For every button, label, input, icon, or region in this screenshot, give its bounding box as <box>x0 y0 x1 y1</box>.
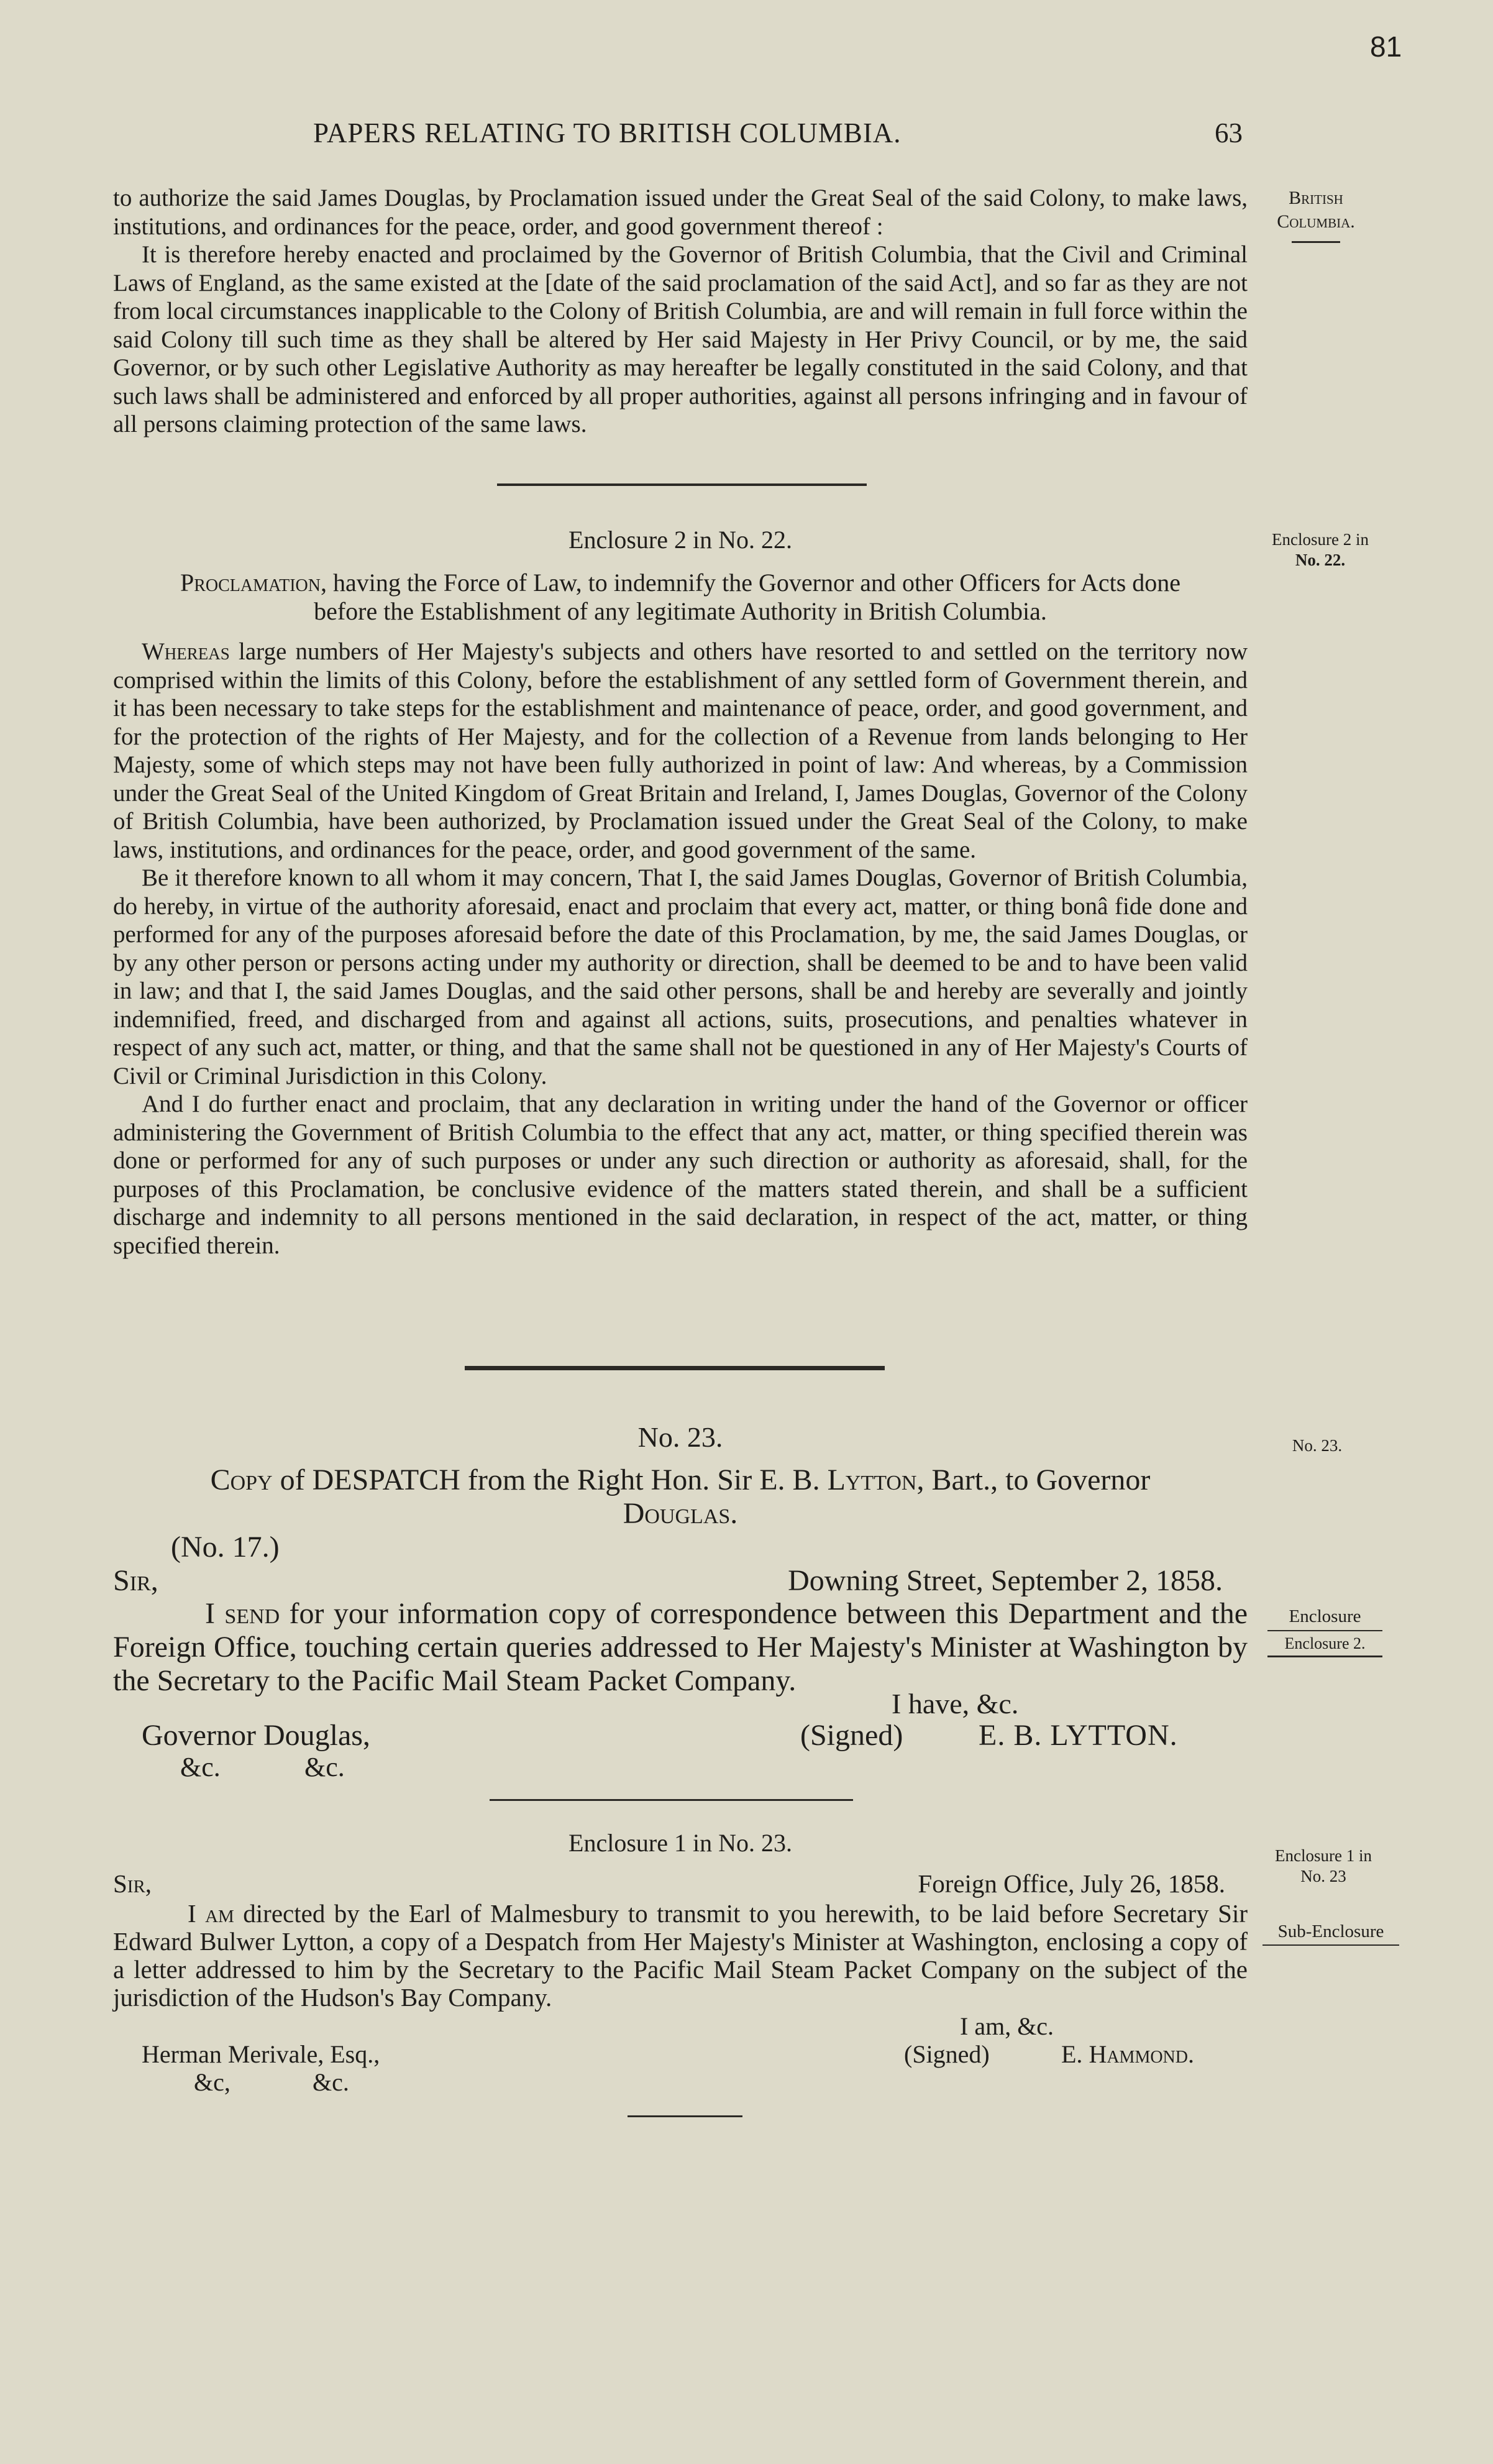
enclosure2-heading: Enclosure 2 in No. 22. <box>568 526 792 554</box>
section-divider-thick <box>465 1366 885 1370</box>
margin-note-enclosure1-no23 <box>1261 1846 1386 1887</box>
lytton-name: Lytton <box>827 1463 917 1496</box>
margin-note-line: No. 22. <box>1295 551 1346 569</box>
margin-note-line: No. 23 <box>1300 1867 1346 1885</box>
enclosure1-signer-name: Hammond. <box>1089 2040 1194 2068</box>
proclamation-title-line-2: before the Establishment of any legitimate Authority in British Columbia. <box>314 597 1047 625</box>
copy-word: Copy <box>210 1463 273 1496</box>
enclosure1-body <box>113 1900 1248 2012</box>
enclosure1-place-date: Foreign Office, July 26, 1858. <box>918 1869 1225 1898</box>
enclosure1-signer <box>1061 2040 1194 2069</box>
margin-note-line: Enclosure 2 in <box>1272 530 1369 549</box>
enclosure1-closing: I am, &c. <box>960 2012 1054 2040</box>
section-divider <box>490 1799 853 1801</box>
enclosure1-signed: (Signed) <box>904 2040 990 2068</box>
page-number: 81 <box>1370 30 1402 63</box>
margin-underline <box>1267 1630 1382 1631</box>
enclosure2-paragraph-3: And I do further enact and proclaim, that any declaration in writing under the hand of the Governor or officer administering the Government of British Columbia to the effect that any act, matter, or thing specified therein was done or performed for any of such purposes or under any such direction or authority as aforesaid, shall, for the purposes of this Proclamation, be conclusive evidence of the matters stated therein, and shall be a sufficient discharge and indemnity to all persons mentioned in the said declaration, in respect of the act, matter, or thing specified therein. <box>113 1091 1248 1259</box>
margin-note-british-columbia <box>1266 186 1366 243</box>
section1-paragraph-1: to authorize the said James Douglas, by Proclamation issued under the Great Seal of the said Colony, to make laws, institutions, and ordinances for the peace, order, and good government thereof : <box>113 185 1248 240</box>
despatch-body-text: for your information copy of correspondence between this Department and the Foreign Office, touching certain queries addressed to Her Majesty's Minister at Washington by the Secretary to the Pacific Mail Steam Packet Company. <box>113 1597 1248 1697</box>
despatch-title-end: , Bart., to Governor <box>916 1463 1151 1496</box>
enclosure2-body <box>113 638 1248 1260</box>
margin-underline <box>1262 1944 1399 1946</box>
despatch-title-rest: of DESPATCH from the Right Hon. Sir E. B. <box>272 1463 828 1496</box>
despatch-signed: (Signed) <box>800 1719 903 1752</box>
proclamation-title-line-1 <box>113 569 1248 597</box>
despatch-place-date: Downing Street, September 2, 1858. <box>788 1564 1223 1597</box>
margin-note-enclosure <box>1267 1606 1382 1657</box>
enclosure1-i: I <box>188 1899 206 1928</box>
margin-note-line: British <box>1289 188 1343 208</box>
enclosure1-am-word: am <box>205 1899 234 1928</box>
margin-note-sub-enclosure <box>1262 1921 1399 1946</box>
despatch-i: I <box>205 1597 225 1630</box>
despatch-signer: E. B. LYTTON. <box>979 1719 1178 1752</box>
running-header-page: 63 <box>1215 117 1243 149</box>
whereas-word: Whereas <box>142 638 230 665</box>
despatch-addressee: Governor Douglas, <box>142 1719 370 1752</box>
margin-dash <box>1292 241 1340 243</box>
margin-note-line: Enclosure <box>1289 1606 1361 1626</box>
enclosure2-paragraph-1 <box>113 638 1248 864</box>
enclosure2-paragraph-1-text: large numbers of Her Majesty's subjects and others have resorted to and settled on the territory now comprised within the limits of this Colony, before the establishment of any settled form of Government therein, and it has been necessary to take steps for the establishment and maintenance of peace, order, and good government, and for the protection of the rights of Her Majesty, and for the collection of a Revenue from lands belonging to Her Majesty, some of which steps may not have been fully authorized in point of law: And whereas, by a Commission under the Great Seal of the United Kingdom of Great Britain and Ireland, I, James Douglas, Governor of the Colony of British Columbia, have been authorized, by Proclamation issued under the Great Seal of the Colony, to make laws, institutions, and ordinances for the peace, order, and good government of the same. <box>113 638 1248 863</box>
despatch-body <box>113 1597 1248 1698</box>
despatch-title <box>113 1463 1248 1531</box>
section-divider <box>497 483 867 486</box>
enclosure1-signer-initial: E. <box>1061 2040 1089 2068</box>
section-divider-short <box>628 2115 742 2117</box>
margin-note-line: Columbia. <box>1277 211 1355 232</box>
no23-heading: No. 23. <box>637 1421 723 1453</box>
margin-underline <box>1267 1656 1382 1657</box>
enclosure1-heading: Enclosure 1 in No. 23. <box>568 1829 792 1857</box>
enclosure1-etc-1: &c, <box>194 2068 231 2096</box>
despatch-salutation: Sir, <box>113 1564 158 1597</box>
despatch-title-line-1 <box>113 1463 1248 1497</box>
margin-note-line: Enclosure 2. <box>1284 1634 1366 1652</box>
enclosure1-salutation: Sir, <box>113 1869 152 1898</box>
enclosure1-salutation-row <box>113 1869 1225 1898</box>
section1-paragraph-2: It is therefore hereby enacted and proclaimed by the Governor of British Columbia, that the Civil and Criminal Laws of England, as the same existed at the [date of the said proclamation of the said Act], and so far as they are not from local circumstances inapplicable to the Colony of British Columbia, are and will remain in full force within the said Colony till such time as they shall be altered by Her said Majesty in Her Privy Council, or by me, the said Governor, or by such other Legislative Authority as may hereafter be legally constituted in the said Colony, and that such laws shall be administered and enforced by all proper authorities, against all persons infringing and in favour of all persons claiming protection of the same laws. <box>113 241 1248 437</box>
despatch-etc-1: &c. <box>180 1752 221 1782</box>
despatch-closing: I have, &c. <box>892 1688 1019 1720</box>
margin-note-no23: No. 23. <box>1292 1436 1343 1455</box>
enclosure2-paragraph-2: Be it therefore known to all whom it may concern, That I, the said James Douglas, Governor of British Columbia, do hereby, in virtue of the authority aforesaid, enact and proclaim that every act, matter, or thing bonâ fide done and performed for any of the purposes aforesaid before the date of this Proclamation, by me, the said James Douglas, or by any other person or persons acting under my authority or direction, shall be deemed to be and to have been valid in law; and that I, the said James Douglas, and the said other persons, shall be and hereby are severally and jointly indemnified, freed, and discharged from and against all actions, suits, prosecutions, and penalties whatever in respect of any such act, matter, or thing, and that the same shall not be questioned in any of Her Majesty's Courts of Civil or Criminal Jurisdiction in this Colony. <box>113 864 1248 1089</box>
margin-note-line: Sub-Enclosure <box>1277 1921 1384 1941</box>
enclosure1-addressee: Herman Merivale, Esq., <box>142 2040 380 2068</box>
enclosure1-etc-2: &c. <box>313 2068 349 2096</box>
margin-note-enclosure2-no22 <box>1261 529 1379 570</box>
despatch-salutation-row <box>113 1564 1223 1598</box>
despatch-etc-2: &c. <box>304 1752 345 1782</box>
section1-text <box>113 184 1248 439</box>
margin-note-line: Enclosure 1 in <box>1275 1846 1372 1865</box>
despatch-number: (No. 17.) <box>171 1531 280 1564</box>
enclosure1-body-text: directed by the Earl of Malmesbury to transmit to you herewith, to be laid before Secretary Sir Edward Bulwer Lytton, a copy of a Despatch from Her Majesty's Minister at Washington, enclosing a copy of a letter addressed to him by the Secretary to the Pacific Mail Steam Packet Company on the subject of the jurisdiction of the Hudson's Bay Company. <box>113 1899 1248 2012</box>
proclamation-title <box>113 569 1248 626</box>
despatch-title-douglas: Douglas. <box>623 1497 738 1530</box>
running-header-title: PAPERS RELATING TO BRITISH COLUMBIA. <box>313 117 902 149</box>
despatch-send-word: send <box>224 1597 280 1630</box>
proclamation-word: Proclamation <box>180 569 321 597</box>
proclamation-rest-1: , having the Force of Law, to indemnify the Governor and other Officers for Acts done <box>320 569 1181 597</box>
